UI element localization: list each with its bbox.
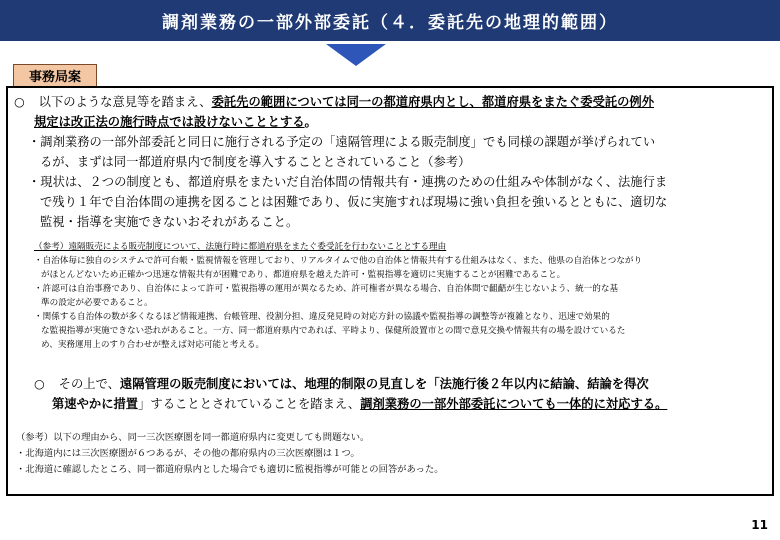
para2-emphasis: 遠隔管理の販売制度においては、地理的制限の見直しを「法施行後２年以内に結論、結論を得次 [119, 377, 649, 391]
ref2-line: ・北海道内には三次医療圏が６つあるが、その他の都府県内の三次医療圏は１つ。 [16, 448, 360, 459]
page-title: 調剤業務の一部外部委託（４．委託先の地理的範囲） [162, 13, 618, 33]
para1-intro: 以下のような意見等を踏まえ、 [38, 95, 212, 109]
note-line: ・許認可は自治事務であり、自治体によって許可・監視指導の運用が異なるため、許可権者が異なる場合、自治体間で齟齬が生じないよう、統一的な基 [34, 284, 619, 294]
proposal-tag: 事務局案 [13, 64, 97, 86]
sub2-line3: 監視・指導を実施できないおそれがあること。 [40, 215, 299, 229]
sub2-line2: で残り１年で自治体間の連携を図ることは困難であり、仮に実施すれば現場に強い負担を強いるとともに、適切な [40, 195, 668, 209]
para1-line2 [34, 112, 317, 132]
down-arrow-icon [326, 44, 386, 66]
sub2-line1: ・現状は、２つの制度とも、都道府県をまたいだ自治体間の情報共有・連携のための仕組みや体制がなく、法施行ま [28, 175, 668, 189]
note-line: がほとんどないため正確かつ迅速な情報共有が困難であり、都道府県を越えた許可・監視指導を適切に実施することが困難であること。 [41, 270, 566, 280]
para2-bullet: ○ [34, 377, 45, 391]
sub1-line1: ・調剤業務の一部外部委託と同日に施行される予定の「遠隔管理による販売制度」でも同様の課題が挙げられてい [28, 135, 656, 149]
para2-middle: 」することとされていることを踏まえ、 [138, 397, 361, 411]
para1-emphasis-cont: 規定は改正法の施行時点では設けないこととする [34, 115, 305, 129]
para2-intro: その上で、 [58, 377, 120, 391]
note-line: な監視指導が実施できない恐れがあること。一方、同一都道府県内であれば、平時より、保健所設置市との間で意見交換や情報共有の場を設けているた [41, 326, 626, 336]
para1-line1 [14, 92, 654, 112]
ref2-line: ・北海道に確認したところ、同一都道府県内とした場合でも適切に監視指導が可能との回答があった。 [16, 464, 444, 475]
title-bar [0, 0, 780, 41]
para2-line1 [34, 374, 649, 394]
ref2-heading: （参考）以下の理由から、同一三次医療圏を同一都道府県内に変更しても問題ない。 [16, 432, 370, 443]
sub1-line2: るが、まずは同一都道府県内で制度を導入することとされていること（参考） [40, 155, 471, 169]
para2-conclusion: 調剤業務の一部外部委託についても一体的に対応する。 [360, 397, 668, 411]
para1-emphasis: 委託先の範囲については同一の都道府県内とし、都道府県をまたぐ委受託の例外 [211, 95, 655, 109]
para1-period: 。 [304, 115, 317, 129]
para2-emphasis-cont: 第速やかに措置 [52, 397, 139, 411]
note-heading: （参考）遠隔販売による販売制度について、法施行時に都道府県をまたぐ委受託を行わないこととする理由 [34, 242, 447, 252]
note-line: ・自治体毎に独自のシステムで許可台帳・監視情報を管理しており、リアルタイムで他の自治体と情報共有する仕組みはなく、また、他県の自治体とつながり [34, 256, 643, 266]
note-line: ・関係する自治体の数が多くなるほど情報連携、台帳管理、役割分担、違反発見時の対応方針の協議や監視指導の調整等が複雑となり、迅速で効果的 [34, 312, 610, 322]
note-line: 準の設定が必要であること。 [41, 298, 153, 308]
note-line: め、実務運用上のすり合わせが整えば対応可能と考える。 [41, 340, 265, 350]
page-number: 11 [751, 518, 768, 532]
para2-line2 [52, 394, 667, 414]
para1-bullet: ○ [14, 95, 25, 109]
